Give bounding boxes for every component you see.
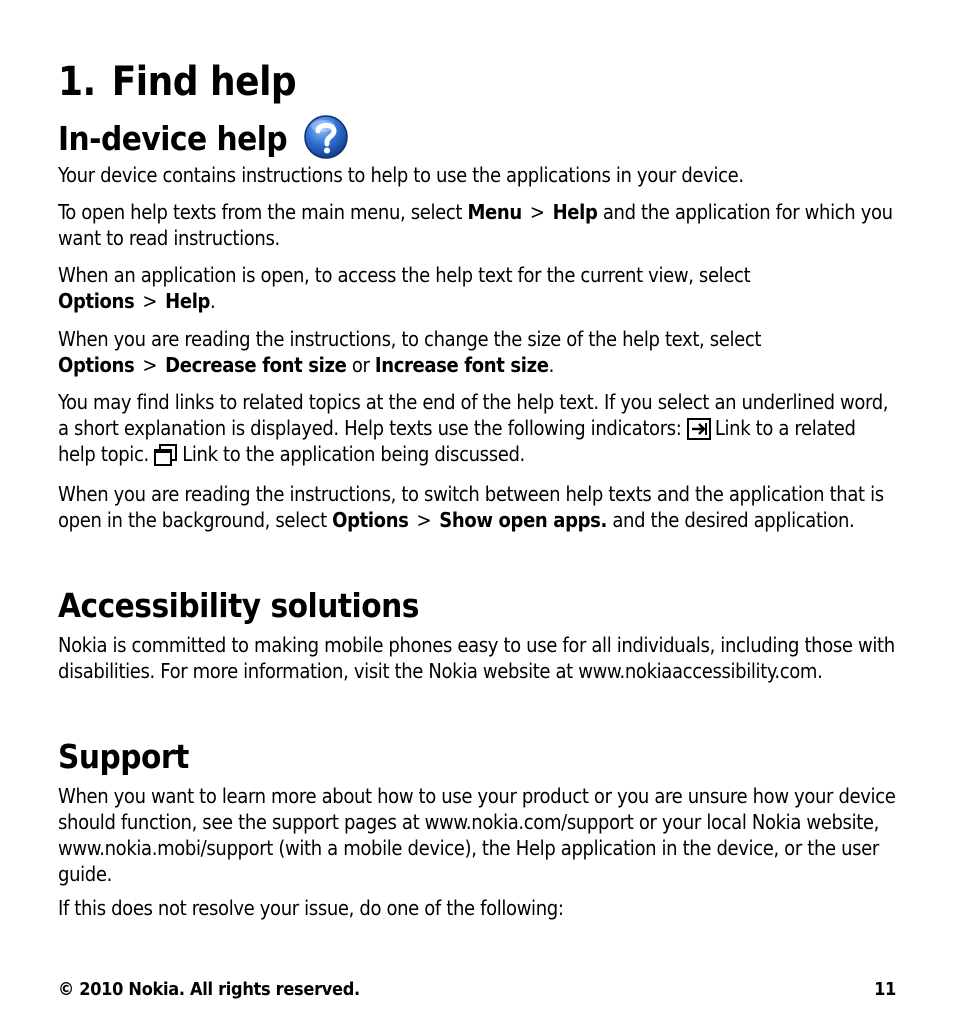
paragraph-font-size <box>58 326 898 378</box>
text: When an application is open, to access the help text for the current view, select <box>58 263 751 287</box>
options-label: Options <box>58 353 135 377</box>
help-label: Help <box>552 200 598 224</box>
chapter-title-text: Find help <box>111 59 297 105</box>
paragraph-switch <box>58 481 898 533</box>
text: . <box>548 353 554 377</box>
paragraph-indicators <box>58 389 898 467</box>
heading-accessibility: Accessibility solutions <box>58 586 419 625</box>
arrow-link-icon <box>687 418 711 440</box>
options-label: Options <box>58 289 135 313</box>
separator: > <box>416 508 432 532</box>
separator: > <box>142 353 158 377</box>
decrease-font-label: Decrease font size <box>165 353 347 377</box>
heading-in-device-help <box>58 114 349 160</box>
paragraph-support-followup: If this does not resolve your issue, do one of the following: <box>58 896 564 920</box>
heading-in-device-help-text: In-device help <box>58 119 288 158</box>
increase-font-label: Increase font size <box>374 353 549 377</box>
options-label: Options <box>332 508 409 532</box>
text: When you are reading the instructions, to change the size of the help text, select <box>58 327 762 351</box>
menu-label: Menu <box>467 200 522 224</box>
page-number: 11 <box>874 979 896 1000</box>
related-link-text: Link to a related help topic. <box>58 416 856 466</box>
paragraph-access-help <box>58 262 898 314</box>
paragraph-accessibility: Nokia is committed to making mobile phones easy to use for all individuals, including those with disabilities. For more information, visit the Nokia website at www.nokiaaccessibility.com. <box>58 633 895 683</box>
separator: > <box>529 200 545 224</box>
text: You may find links to related topics at the end of the help text. If you select an underlined word, a short explanation is displayed. Help texts use the following indicators: <box>58 390 889 440</box>
text: To open help texts from the main menu, select <box>58 200 468 224</box>
copyright: © 2010 Nokia. All rights reserved. <box>58 979 360 1000</box>
paragraph-intro: Your device contains instructions to help to use the applications in your device. <box>58 163 744 187</box>
text: . <box>210 289 216 313</box>
text: and the desired application. <box>607 508 855 532</box>
show-open-apps-label: Show open apps. <box>439 508 608 532</box>
footer <box>58 979 896 1001</box>
text: and the application for which you want to read instructions. <box>58 200 893 250</box>
text: or <box>346 353 375 377</box>
chapter-title <box>58 58 296 106</box>
heading-support: Support <box>58 737 189 776</box>
app-windows-icon <box>154 444 178 466</box>
question-mark-icon <box>303 114 349 160</box>
app-link-text: Link to the application being discussed. <box>182 442 525 466</box>
paragraph-open-help <box>58 199 898 251</box>
chapter-number: 1. <box>58 59 96 105</box>
text: When you are reading the instructions, to switch between help texts and the application that is open in the background, select <box>58 482 884 532</box>
separator: > <box>142 289 158 313</box>
paragraph-support: When you want to learn more about how to use your product or you are unsure how your device should function, see the support pages at www.nokia.com/support or your local Nokia website, www.nokia.mobi/support (with a mobile device), the Help application in the device, or the user guide. <box>58 784 896 886</box>
help-label: Help <box>165 289 211 313</box>
